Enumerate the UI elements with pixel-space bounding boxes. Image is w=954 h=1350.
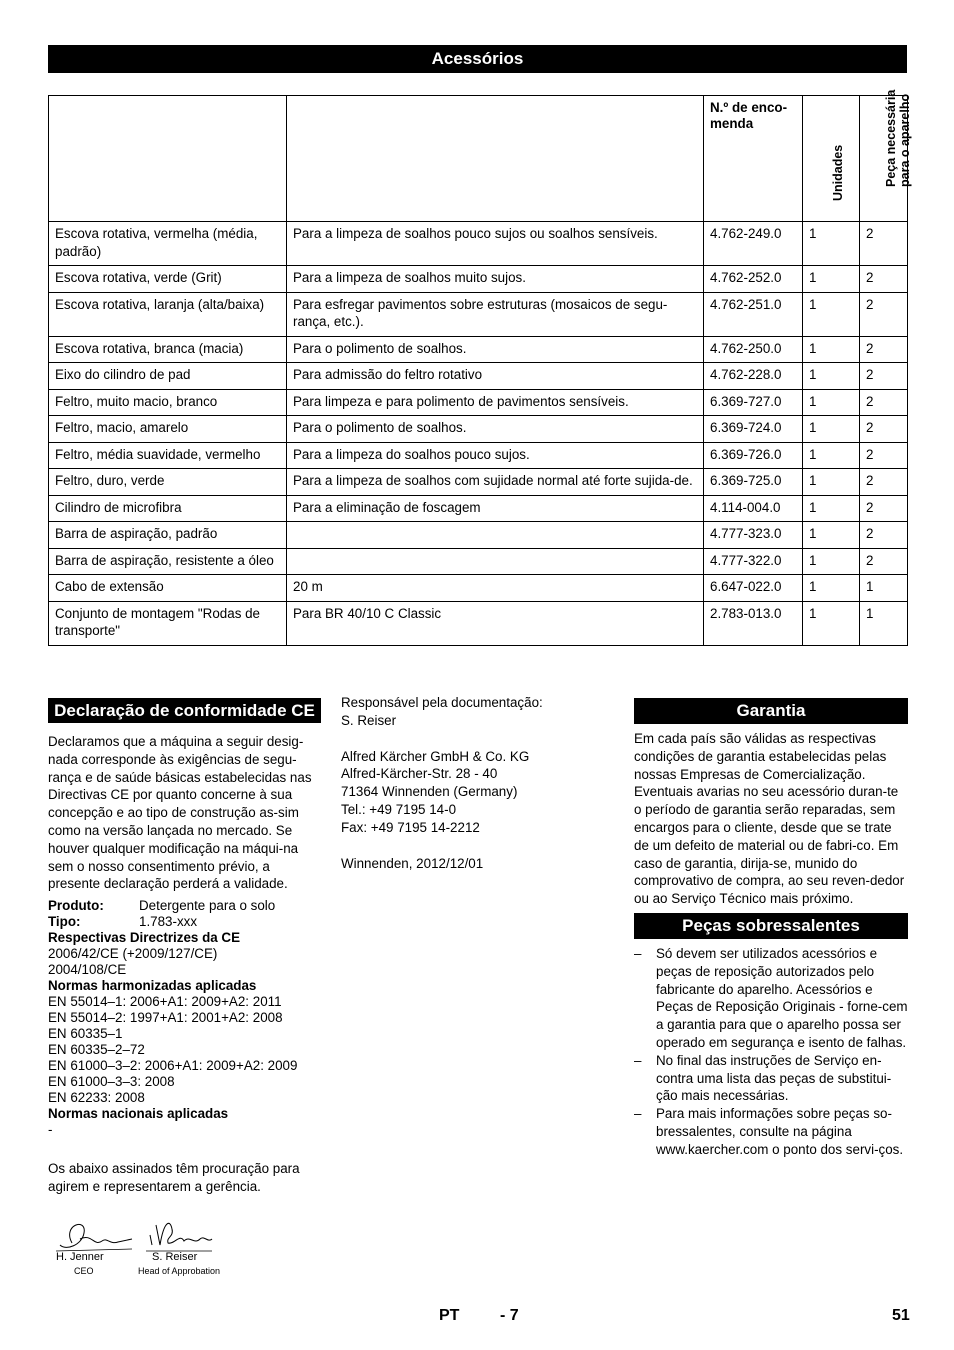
footer-local-page: - 7 (500, 1307, 519, 1324)
responsible-name: S. Reiser (341, 712, 397, 728)
table-row (49, 416, 908, 443)
company-tel: Tel.: +49 7195 14-0 (341, 801, 457, 817)
header-cell-units (803, 96, 860, 222)
company-street: Alfred-Kärcher-Str. 28 - 40 (341, 766, 498, 782)
needed-quantity: 2 (860, 336, 908, 363)
harmonized-item: EN 55014–1: 2006+A1: 2009+A2: 2011 (48, 994, 282, 1010)
needed-quantity: 2 (860, 222, 908, 266)
accessory-description: Para esfregar pavimentos sobre estruturas (mosaicos de segu-rança, etc.). (287, 292, 704, 336)
accessory-description: Para a eliminação de foscagem (287, 495, 704, 522)
national-value: - (48, 1122, 53, 1138)
signer2-name: S. Reiser (152, 1251, 198, 1263)
table-row (49, 222, 908, 266)
signer2-role: Head of Approbation (138, 1266, 221, 1276)
table-row (49, 292, 908, 336)
table-row (49, 522, 908, 549)
units: 1 (803, 601, 860, 645)
section-title-accessories: Acessórios (48, 45, 907, 73)
harmonized-item: EN 62233: 2008 (48, 1090, 145, 1106)
table-row (49, 266, 908, 293)
harmonized-label: Normas harmonizadas aplicadas (48, 978, 257, 994)
harmonized-item: EN 55014–2: 1997+A1: 2001+A2: 2008 (48, 1010, 283, 1026)
order-number: 4.762-249.0 (704, 222, 803, 266)
order-number: 4.777-323.0 (704, 522, 803, 549)
units: 1 (803, 469, 860, 496)
units: 1 (803, 522, 860, 549)
product-value: Detergente para o solo (139, 898, 276, 914)
warranty-heading: Garantia (634, 698, 908, 724)
accessory-name: Feltro, macio, amarelo (49, 416, 287, 443)
responsible-label: Responsável pela documentação: (341, 695, 543, 710)
accessory-name: Escova rotativa, vermelha (média, padrão) (49, 222, 287, 266)
order-number: 4.762-228.0 (704, 363, 803, 390)
accessory-description: Para BR 40/10 C Classic (287, 601, 704, 645)
table-row (49, 601, 908, 645)
header-cell-needed (860, 89, 912, 222)
needed-quantity: 1 (860, 575, 908, 602)
header-cell-description (287, 96, 704, 222)
table-row (49, 442, 908, 469)
footer-language: PT (439, 1307, 460, 1324)
units: 1 (803, 363, 860, 390)
accessory-description (287, 548, 704, 575)
order-number: 6.369-726.0 (704, 442, 803, 469)
accessory-name: Escova rotativa, branca (macia) (49, 336, 287, 363)
list-item: – Só devem ser utilizados acessórios e peças de reposição autorizados pelo fabricante do aparelho. Acessórios e Peças de Reposição Originais - forne-cem a garantia para que o aparelho possa ser operado em segurança e isento de falhas. (634, 945, 908, 1052)
accessory-description: Para a limpeza do soalhos pouco sujos. (287, 442, 704, 469)
accessories-table (48, 89, 912, 646)
accessory-name: Cilindro de microfibra (49, 495, 287, 522)
accessory-name: Feltro, duro, verde (49, 469, 287, 496)
list-item: – No final das instruções de Serviço en-contra uma lista das peças de substitui-ção mais necessárias. (634, 1052, 908, 1105)
type-label: Tipo: (48, 914, 81, 930)
units: 1 (803, 548, 860, 575)
accessory-description: 20 m (287, 575, 704, 602)
declaration-column (48, 698, 321, 1196)
table-header-row (49, 96, 908, 222)
company-city: 71364 Winnenden (Germany) (341, 784, 518, 800)
units: 1 (803, 222, 860, 266)
signature-image (52, 1215, 252, 1255)
order-number: 6.647-022.0 (704, 575, 803, 602)
company-name: Alfred Kärcher GmbH & Co. KG (341, 748, 530, 764)
signatures (52, 1215, 252, 1280)
needed-quantity: 2 (860, 416, 908, 443)
declaration-intro: Declaramos que a máquina a seguir desig-nada corresponde às exigências de segu-rança e de saúde básicas estabelecidas nas Directivas CE por quanto concerne à sua concepção e ao tipo de construção as-sim como na versão lançada no mercado. Se houver qualquer modificação na máqui-na sem o nosso consentimento prévio, a presente declaração perderá a validade. (48, 734, 312, 892)
units: 1 (803, 442, 860, 469)
needed-quantity: 2 (860, 469, 908, 496)
declaration-heading: Declaração de conformidade CE (48, 698, 321, 723)
signer1-name: H. Jenner (56, 1251, 104, 1263)
list-item: – Para mais informações sobre peças so-bressalentes, consulte na página www.kaercher.com o ponto dos servi-ços. (634, 1105, 908, 1158)
signers-text: Os abaixo assinados têm procuração para agirem e representarem a gerência. (48, 1161, 300, 1194)
warranty-column (634, 698, 908, 1159)
table-row (49, 548, 908, 575)
accessory-description (287, 522, 704, 549)
harmonized-item: EN 60335–1 (48, 1026, 123, 1042)
harmonized-item: EN 60335–2–72 (48, 1042, 145, 1058)
needed-quantity: 2 (860, 266, 908, 293)
units: 1 (803, 495, 860, 522)
company-fax: Fax: +49 7195 14-2212 (341, 819, 480, 835)
order-number: 4.762-252.0 (704, 266, 803, 293)
accessory-description: Para a limpeza de soalhos muito sujos. (287, 266, 704, 293)
order-number: 6.369-725.0 (704, 469, 803, 496)
spare-parts-list (634, 945, 908, 1159)
table-row (49, 495, 908, 522)
directive-item: 2004/108/CE (48, 962, 127, 978)
needed-quantity: 2 (860, 495, 908, 522)
place-date: Winnenden, 2012/12/01 (341, 855, 484, 871)
accessory-name: Escova rotativa, verde (Grit) (49, 266, 287, 293)
accessory-description: Para limpeza e para polimento de pavimentos sensíveis. (287, 389, 704, 416)
header-cell-name (49, 96, 287, 222)
needed-quantity: 2 (860, 522, 908, 549)
accessory-name: Feltro, média suavidade, vermelho (49, 442, 287, 469)
accessory-description: Para admissão do feltro rotativo (287, 363, 704, 390)
accessory-name: Eixo do cilindro de pad (49, 363, 287, 390)
order-number: 6.369-727.0 (704, 389, 803, 416)
units: 1 (803, 575, 860, 602)
type-line (48, 914, 321, 930)
accessory-description: Para a limpeza de soalhos pouco sujos ou soalhos sensíveis. (287, 222, 704, 266)
header-order-no: N.º de enco- menda (710, 100, 788, 131)
table-row (49, 469, 908, 496)
order-number: 6.369-724.0 (704, 416, 803, 443)
harmonized-item: EN 61000–3–2: 2006+A1: 2009+A2: 2009 (48, 1058, 298, 1074)
table-row (49, 336, 908, 363)
needed-quantity: 1 (860, 601, 908, 645)
product-label: Produto: (48, 898, 104, 914)
order-number: 4.777-322.0 (704, 548, 803, 575)
needed-quantity: 2 (860, 389, 908, 416)
order-number: 4.762-250.0 (704, 336, 803, 363)
needed-quantity: 2 (860, 548, 908, 575)
accessory-description: Para o polimento de soalhos. (287, 336, 704, 363)
accessory-description: Para a limpeza de soalhos com sujidade normal até forte sujida-de. (287, 469, 704, 496)
units: 1 (803, 416, 860, 443)
table-row (49, 363, 908, 390)
order-number: 4.114-004.0 (704, 495, 803, 522)
warranty-text: Em cada país são válidas as respectivas condições de garantia estabelecidas pelas nossas Empresas de Comercialização. Eventuais avarias no seu acessório duran-te o período de garantia serão reparadas, sem encargos para o cliente, desde que se trate de um defeito de material ou de fabri-co. Em caso de garantia, dirija-se, munido do comprovativo de compra, ao seu reven-dedor ou ao Serviço Técnico mais próximo. (634, 731, 905, 907)
accessory-name: Conjunto de montagem "Rodas de transporte" (49, 601, 287, 645)
order-number: 2.783-013.0 (704, 601, 803, 645)
national-label: Normas nacionais aplicadas (48, 1106, 229, 1122)
units: 1 (803, 266, 860, 293)
directives-label: Respectivas Directrizes da CE (48, 930, 241, 946)
footer-page-number: 51 (892, 1307, 910, 1324)
table-row (49, 575, 908, 602)
spare-parts-heading: Peças sobressalentes (634, 913, 908, 939)
needed-quantity: 2 (860, 363, 908, 390)
type-value: 1.783-xxx (139, 914, 198, 930)
units: 1 (803, 389, 860, 416)
harmonized-item: EN 61000–3–3: 2008 (48, 1074, 175, 1090)
directive-item: 2006/42/CE (+2009/127/CE) (48, 946, 218, 962)
units: 1 (803, 292, 860, 336)
header-units: Unidades (831, 144, 845, 201)
needed-quantity: 2 (860, 442, 908, 469)
units: 1 (803, 336, 860, 363)
accessory-name: Cabo de extensão (49, 575, 287, 602)
accessory-name: Barra de aspiração, resistente a óleo (49, 548, 287, 575)
order-number: 4.762-251.0 (704, 292, 803, 336)
signer1-role: CEO (74, 1266, 94, 1276)
accessory-name: Escova rotativa, laranja (alta/baixa) (49, 292, 287, 336)
table-row (49, 389, 908, 416)
product-line (48, 898, 321, 914)
needed-quantity: 2 (860, 292, 908, 336)
accessory-name: Feltro, muito macio, branco (49, 389, 287, 416)
documentation-column (341, 694, 581, 872)
accessory-description: Para o polimento de soalhos. (287, 416, 704, 443)
accessory-name: Barra de aspiração, padrão (49, 522, 287, 549)
header-cell-order-no (704, 96, 803, 222)
header-needed: Peça necessária para o aparelho (883, 89, 912, 187)
